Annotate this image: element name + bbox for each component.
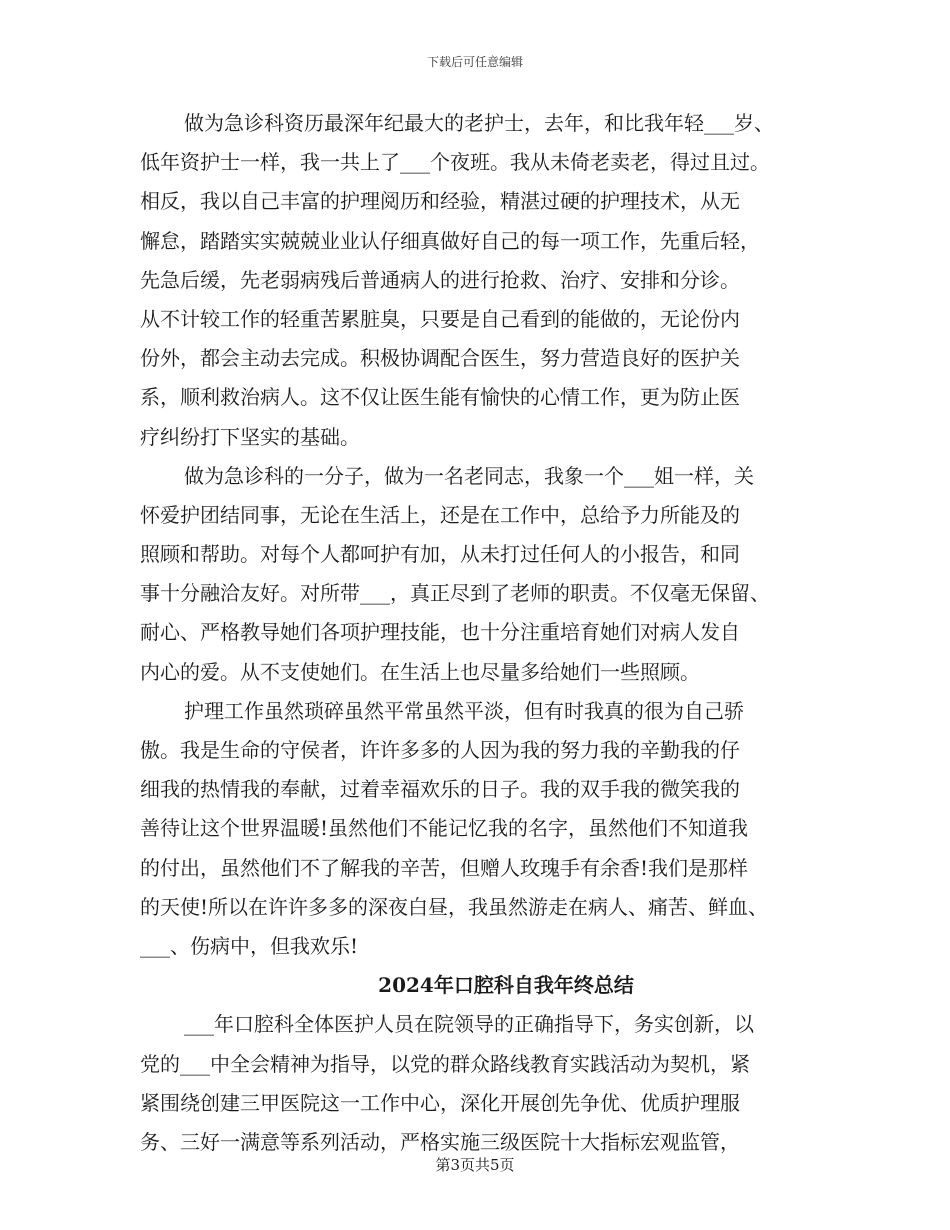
text-line: 先急后缓，先老弱病残后普通病人的进行抢救、治疗、安排和分诊。	[140, 267, 740, 292]
text-line: 党的___中全会精神为指导，以党的群众路线教育实践活动为契机，紧	[140, 1051, 750, 1076]
text-line: 善待让这个世界温暖!虽然他们不能记忆我的名字，虽然他们不知道我	[140, 816, 749, 841]
text-line: 疗纠纷打下坚实的基础。	[140, 424, 360, 449]
text-line: 懈怠，踏踏实实兢兢业业认仔细真做好自己的每一项工作，先重后轻，	[140, 228, 760, 253]
paragraph-3	[140, 692, 816, 966]
text-line: 护理工作虽然琐碎虽然平常虽然平淡，但有时我真的很为自己骄	[184, 698, 744, 723]
page-footer: 第3页共5页	[435, 1156, 515, 1174]
section-paragraph	[140, 1005, 816, 1162]
text-line: 照顾和帮助。对每个人都呵护有加，从未打过任何人的小报告，和同	[140, 542, 740, 567]
document-body	[140, 104, 816, 1162]
text-line: ___年口腔科全体医护人员在院领导的正确指导下，务实创新，以	[184, 1012, 754, 1037]
text-line: 紧围绕创建三甲医院这一工作中心，深化开展创先争优、优质护理服	[140, 1090, 740, 1115]
text-line: 耐心、严格教导她们各项护理技能，也十分注重培育她们对病人发自	[140, 620, 740, 645]
text-line: 傲。我是生命的守侯者，许许多多的人因为我的努力我的辛勤我的仔	[140, 738, 740, 762]
text-line: 内心的爱。从不支使她们。在生活上也尽量多给她们一些照顾。	[140, 659, 700, 684]
text-line: ___、伤病中，但我欢乐!	[140, 933, 359, 958]
text-line: 从不计较工作的轻重苦累脏臭，只要是自己看到的能做的，无论份内	[140, 306, 740, 331]
section-title: 2024年口腔科自我年终总结	[378, 973, 634, 998]
text-line: 相反，我以自己丰富的护理阅历和经验，精湛过硬的护理技术，从无	[140, 189, 740, 214]
text-line: 做为急诊科的一分子，做为一名老同志，我象一个___姐一样，关	[184, 463, 754, 488]
text-line: 怀爱护团结同事，无论在生活上，还是在工作中，总给予力所能及的	[140, 502, 740, 527]
paragraph-1	[140, 104, 816, 457]
text-line: 的付出，虽然他们不了解我的辛苦，但赠人玫瑰手有余香!我们是那样	[140, 855, 749, 880]
text-line: 低年资护士一样，我一共上了___个夜班。我从未倚老卖老，得过且过。	[140, 150, 770, 175]
text-line: 系，顺利救治病人。这不仅让医生能有愉快的心情工作，更为防止医	[140, 385, 740, 410]
text-line: 份外，都会主动去完成。积极协调配合医生，努力营造良好的医护关	[140, 346, 740, 371]
text-line: 做为急诊科资历最深年纪最大的老护士，去年，和比我年轻___岁、	[184, 111, 774, 135]
text-line: 事十分融洽友好。对所带___，真正尽到了老师的职责。不仅毫无保留、	[140, 581, 770, 606]
text-line: 的天使!所以在许许多多的深夜白昼，我虽然游走在病人、痛苦、鲜血、	[140, 894, 769, 919]
paragraph-2	[140, 457, 816, 692]
text-line: 细我的热情我的奉献，过着幸福欢乐的日子。我的双手我的微笑我的	[140, 777, 740, 802]
text-line: 务、三好一满意等系列活动，严格实施三级医院十大指标宏观监管，	[140, 1129, 740, 1154]
page-header: 下载后可任意编辑	[426, 55, 523, 69]
